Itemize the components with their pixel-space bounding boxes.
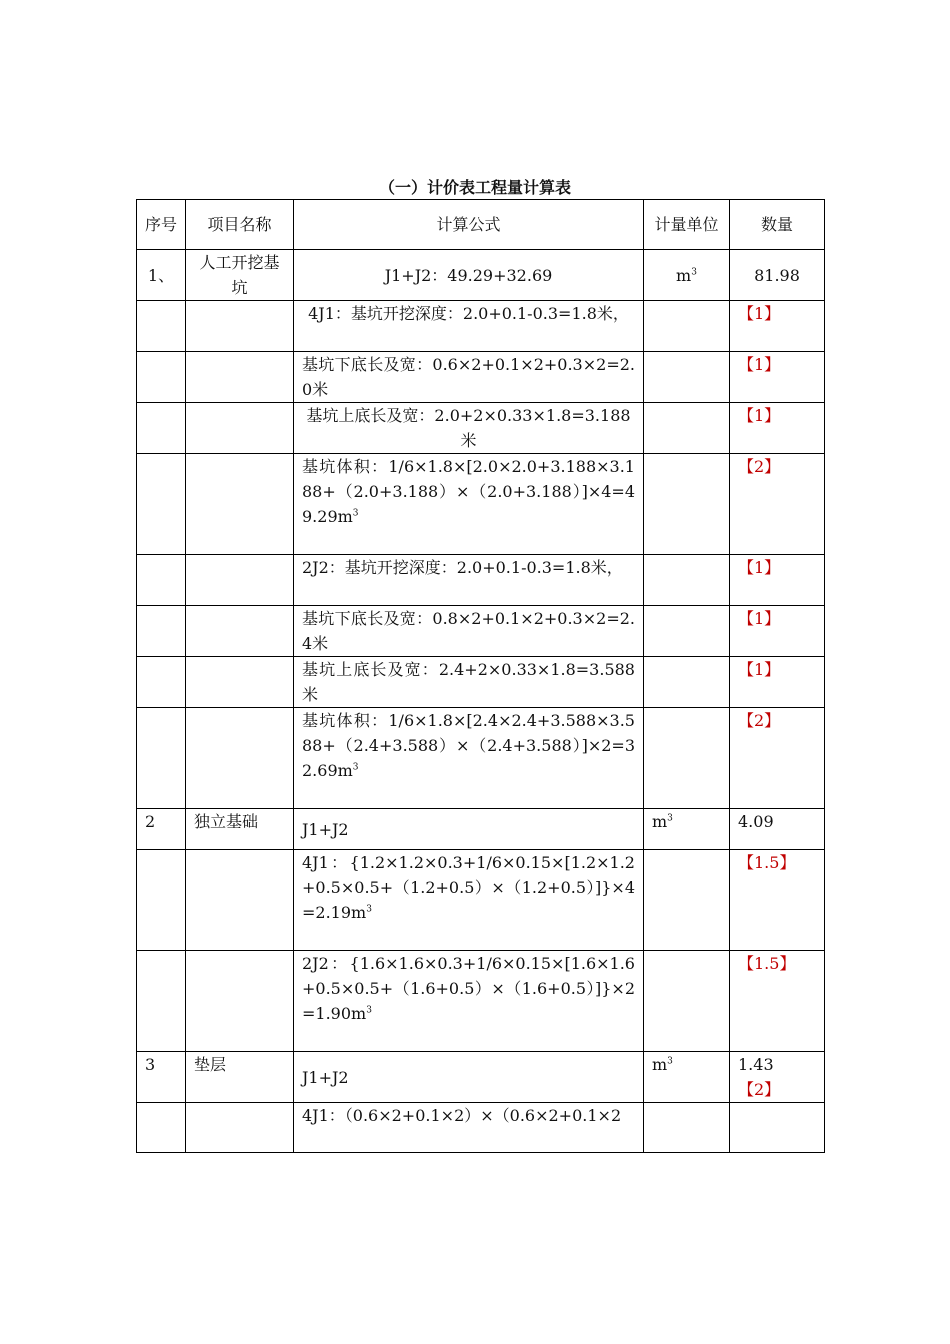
table-row [137, 250, 825, 301]
row-formula: 4J1：（0.6×2+0.1×2）×（0.6×2+0.1×2 [294, 1103, 644, 1153]
row-score: 【1】 [730, 352, 825, 403]
row-score: 【2】 [730, 454, 825, 555]
table-row [137, 301, 825, 352]
row-formula: 4J1：$\{1.2\times 1.2\times 0.3+1/6\times 0.15\times[1.2\times 1.2+0.5\times 0.5+(1.2+0.5)\times(1.2+0.5)]\}\times 4=2.19m^3$ [294, 850, 644, 951]
header-seq: 序号 [137, 200, 186, 250]
row-formula: 基坑下底长及宽：0.8×2+0.1×2+0.3×2=2.4米 [294, 606, 644, 657]
row-formula: J1+J2 [294, 809, 644, 850]
row-seq: 1、 [137, 250, 186, 301]
row-formula: J1+J2：49.29+32.69 [294, 250, 644, 301]
table-row [137, 454, 825, 555]
row-unit [644, 250, 730, 301]
row-formula: 4J1：基坑开挖深度：2.0+0.1-0.3=1.8米， [294, 301, 644, 352]
table-row [137, 809, 825, 850]
row-formula: 2J2：基坑开挖深度：2.0+0.1-0.3=1.8米， [294, 555, 644, 606]
unit-text: m [652, 812, 668, 831]
row-formula: 基坑体积：$1/6\times 1.8\times[2.0\times 2.0+3.188\times 3.188+(2.0+3.188)\times(2.0+3.188)]\times 4=49.29m^3$ [294, 454, 644, 555]
row-unit [644, 1052, 730, 1103]
unit-exponent: 3 [352, 762, 359, 773]
unit-exponent: 3 [366, 904, 372, 915]
unit-text: m [676, 265, 692, 285]
quantity-calculation-table [136, 199, 825, 1153]
table-row [137, 1052, 825, 1103]
row-qty: 81.98 [730, 250, 825, 301]
row-formula: 基坑上底长及宽：2.0+2×0.33×1.8=3.188米 [294, 403, 644, 454]
table-row [137, 403, 825, 454]
qty-value: 1.43 [738, 1055, 774, 1074]
row-qty [730, 1052, 825, 1103]
unit-exponent: 3 [366, 1005, 372, 1016]
row-seq: 2 [137, 809, 186, 850]
header-formula: 计算公式 [294, 200, 644, 250]
header-unit: 计量单位 [644, 200, 730, 250]
table-row [137, 708, 825, 809]
row-score: 【1】 [730, 403, 825, 454]
table-row [137, 951, 825, 1052]
unit-exponent: 3 [667, 813, 673, 824]
row-score: 【1.5】 [730, 951, 825, 1052]
row-formula: 基坑上底长及宽：2.4+2×0.33×1.8=3.588米 [294, 657, 644, 708]
unit-text: m [652, 1055, 668, 1074]
row-name: 垫层 [186, 1052, 294, 1103]
unit-exponent: 3 [352, 508, 359, 519]
header-name: 项目名称 [186, 200, 294, 250]
table-row [137, 555, 825, 606]
table-row [137, 606, 825, 657]
row-score: 【1】 [730, 606, 825, 657]
row-name: 独立基础 [186, 809, 294, 850]
row-name: 人工开挖基坑 [186, 250, 294, 301]
row-formula: 2J2：$\{1.6\times 1.6\times 0.3+1/6\times 0.15\times[1.6\times 1.6+0.5\times 0.5+(1.6+0.5)\times(1.6+0.5)]\}\times 2=1.90m^3$ [294, 951, 644, 1052]
row-formula: J1+J2 [294, 1052, 644, 1103]
header-qty: 数量 [730, 200, 825, 250]
row-qty: 4.09 [730, 809, 825, 850]
row-formula: 基坑体积：$1/6\times 1.8\times[2.4\times 2.4+3.588\times 3.588+(2.4+3.588)\times(2.4+3.588)]\times 2=32.69m^3$ [294, 708, 644, 809]
row-seq: 3 [137, 1052, 186, 1103]
row-score: 【1】 [730, 555, 825, 606]
row-formula: 基坑下底长及宽：0.6×2+0.1×2+0.3×2=2.0米 [294, 352, 644, 403]
unit-exponent: 3 [691, 267, 697, 278]
unit-exponent: 3 [667, 1056, 673, 1067]
table-row [137, 352, 825, 403]
header-row [137, 200, 825, 250]
row-unit [644, 809, 730, 850]
table-row [137, 850, 825, 951]
row-score: 【1.5】 [730, 850, 825, 951]
row-score: 【2】 [730, 708, 825, 809]
row-score: 【2】 [738, 1080, 781, 1099]
row-score: 【1】 [730, 657, 825, 708]
table-row [137, 657, 825, 708]
row-score: 【1】 [730, 301, 825, 352]
table-title: （一）计价表工程量计算表 [378, 178, 571, 197]
table-row [137, 1103, 825, 1153]
